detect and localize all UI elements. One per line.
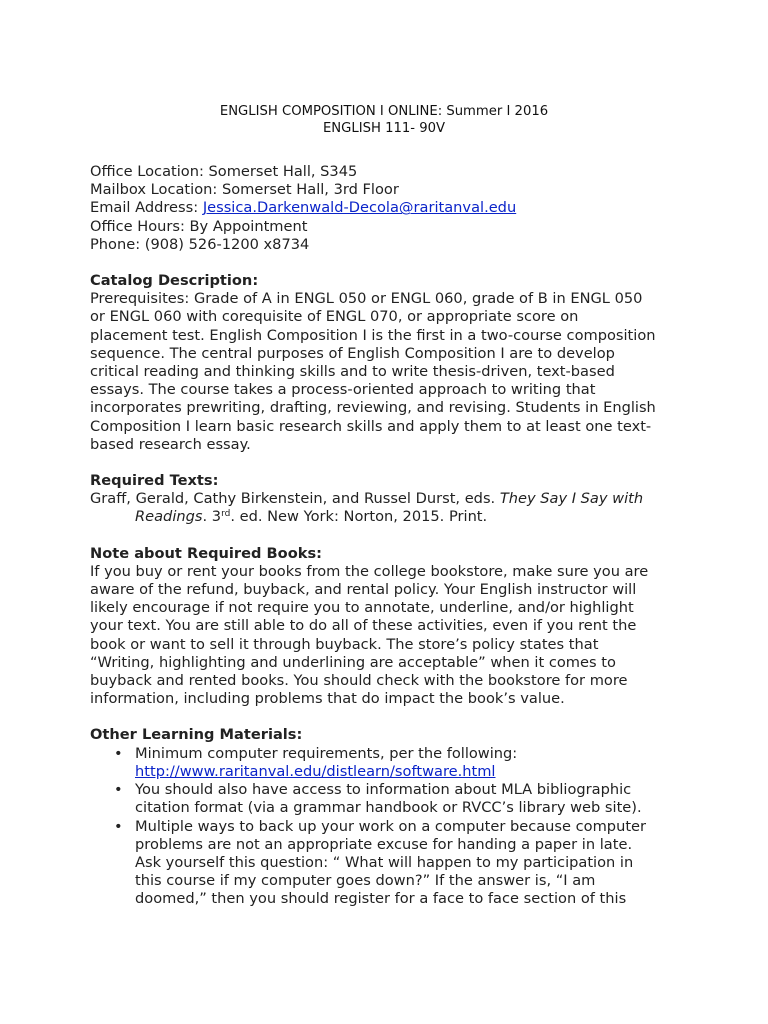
citation-line-1: [90, 490, 678, 508]
materials-heading: Other Learning Materials:: [90, 726, 303, 744]
citation-title-part-2: Readings: [135, 508, 203, 526]
catalog-line: sequence. The central purposes of English Composition I are to develop: [90, 344, 615, 362]
title-line-2: ENGLISH 111- 90V: [322, 121, 446, 136]
document-title: [90, 103, 678, 137]
books-note-line: likely encourage if not require you to annotate, underline, and/or highlight: [90, 599, 634, 617]
email-label: Email Address:: [90, 199, 203, 217]
citation-edition-ordinal: rd: [221, 509, 231, 520]
catalog-heading: Catalog Description:: [90, 272, 259, 290]
catalog-line: based research essay.: [90, 435, 251, 453]
list-item-text: citation format (via a grammar handbook or RVCC’s library web site).: [135, 799, 642, 817]
citation-line-2: [90, 508, 678, 526]
books-note-heading: Note about Required Books:: [90, 544, 322, 562]
books-note-line: your text. You are still able to do all of these activities, even if you rent the: [90, 617, 637, 635]
bullet-icon: •: [114, 781, 123, 799]
email-address-line: [90, 199, 678, 217]
office-location: Office Location: Somerset Hall, S345: [90, 163, 358, 180]
bullet-icon: •: [114, 744, 123, 762]
bullet-icon: •: [114, 817, 123, 835]
catalog-line: critical reading and thinking skills and to write thesis-driven, text-based: [90, 363, 615, 381]
list-item: [90, 745, 678, 781]
books-note-line: buyback and rented books. You should check with the bookstore for more: [90, 672, 628, 690]
software-requirements-link[interactable]: http://www.raritanval.edu/distlearn/software.html: [135, 762, 496, 780]
books-note-section: [90, 545, 678, 709]
books-note-line: information, including problems that do impact the book’s value.: [90, 690, 565, 708]
list-item-text: Multiple ways to back up your work on a computer because computer: [135, 817, 647, 835]
books-note-line: “Writing, highlighting and underlining are acceptable” when it comes to: [90, 653, 616, 671]
phone: Phone: (908) 526-1200 x8734: [90, 235, 310, 253]
citation-edition: . 3: [202, 508, 222, 526]
learning-materials-section: [90, 726, 678, 908]
list-item-text: You should also have access to information about MLA bibliographic: [135, 781, 632, 799]
list-item-text: problems are not an appropriate excuse for handing a paper in late.: [135, 835, 633, 853]
catalog-line: essays. The course takes a process-oriented approach to writing that: [90, 381, 596, 399]
list-item: [90, 781, 678, 817]
catalog-line: Composition I learn basic research skills and apply them to at least one text-: [90, 417, 652, 435]
catalog-line: placement test. English Composition I is the first in a two-course composition: [90, 326, 656, 344]
office-hours: Office Hours: By Appointment: [90, 217, 308, 235]
list-item-text: this course if my computer goes down?” If the answer is, “I am: [135, 872, 596, 890]
title-line-1: ENGLISH COMPOSITION I ONLINE: Summer I 2016: [219, 104, 549, 119]
email-link[interactable]: Jessica.Darkenwald-Decola@raritanval.edu: [202, 199, 517, 217]
list-item-text: Minimum computer requirements, per the following:: [135, 744, 518, 762]
materials-list: [90, 745, 678, 909]
contact-info: [90, 163, 678, 254]
books-note-line: book or want to sell it through buyback. The store’s policy states that: [90, 635, 599, 653]
list-item: [90, 818, 678, 909]
books-note-line: aware of the refund, buyback, and rental policy. Your English instructor will: [90, 581, 637, 599]
required-texts-heading: Required Texts:: [90, 472, 219, 490]
list-item-text: Ask yourself this question: “ What will happen to my participation in: [135, 853, 634, 871]
catalog-description-section: [90, 272, 678, 454]
catalog-line: Prerequisites: Grade of A in ENGL 050 or ENGL 060, grade of B in ENGL 050: [90, 290, 643, 308]
catalog-line: incorporates prewriting, drafting, reviewing, and revising. Students in English: [90, 399, 656, 417]
list-item-text: doomed,” then you should register for a face to face section of this: [135, 890, 627, 908]
citation-authors: Graff, Gerald, Cathy Birkenstein, and Russel Durst, eds.: [90, 490, 500, 508]
mailbox-location: Mailbox Location: Somerset Hall, 3rd Floor: [90, 181, 399, 199]
citation-publisher: . ed. New York: Norton, 2015. Print.: [230, 508, 488, 526]
catalog-line: or ENGL 060 with corequisite of ENGL 070, or appropriate score on: [90, 308, 579, 326]
citation-title-part-1: They Say I Say with: [499, 490, 644, 508]
required-texts-section: [90, 472, 678, 527]
books-note-line: If you buy or rent your books from the college bookstore, make sure you are: [90, 562, 649, 580]
